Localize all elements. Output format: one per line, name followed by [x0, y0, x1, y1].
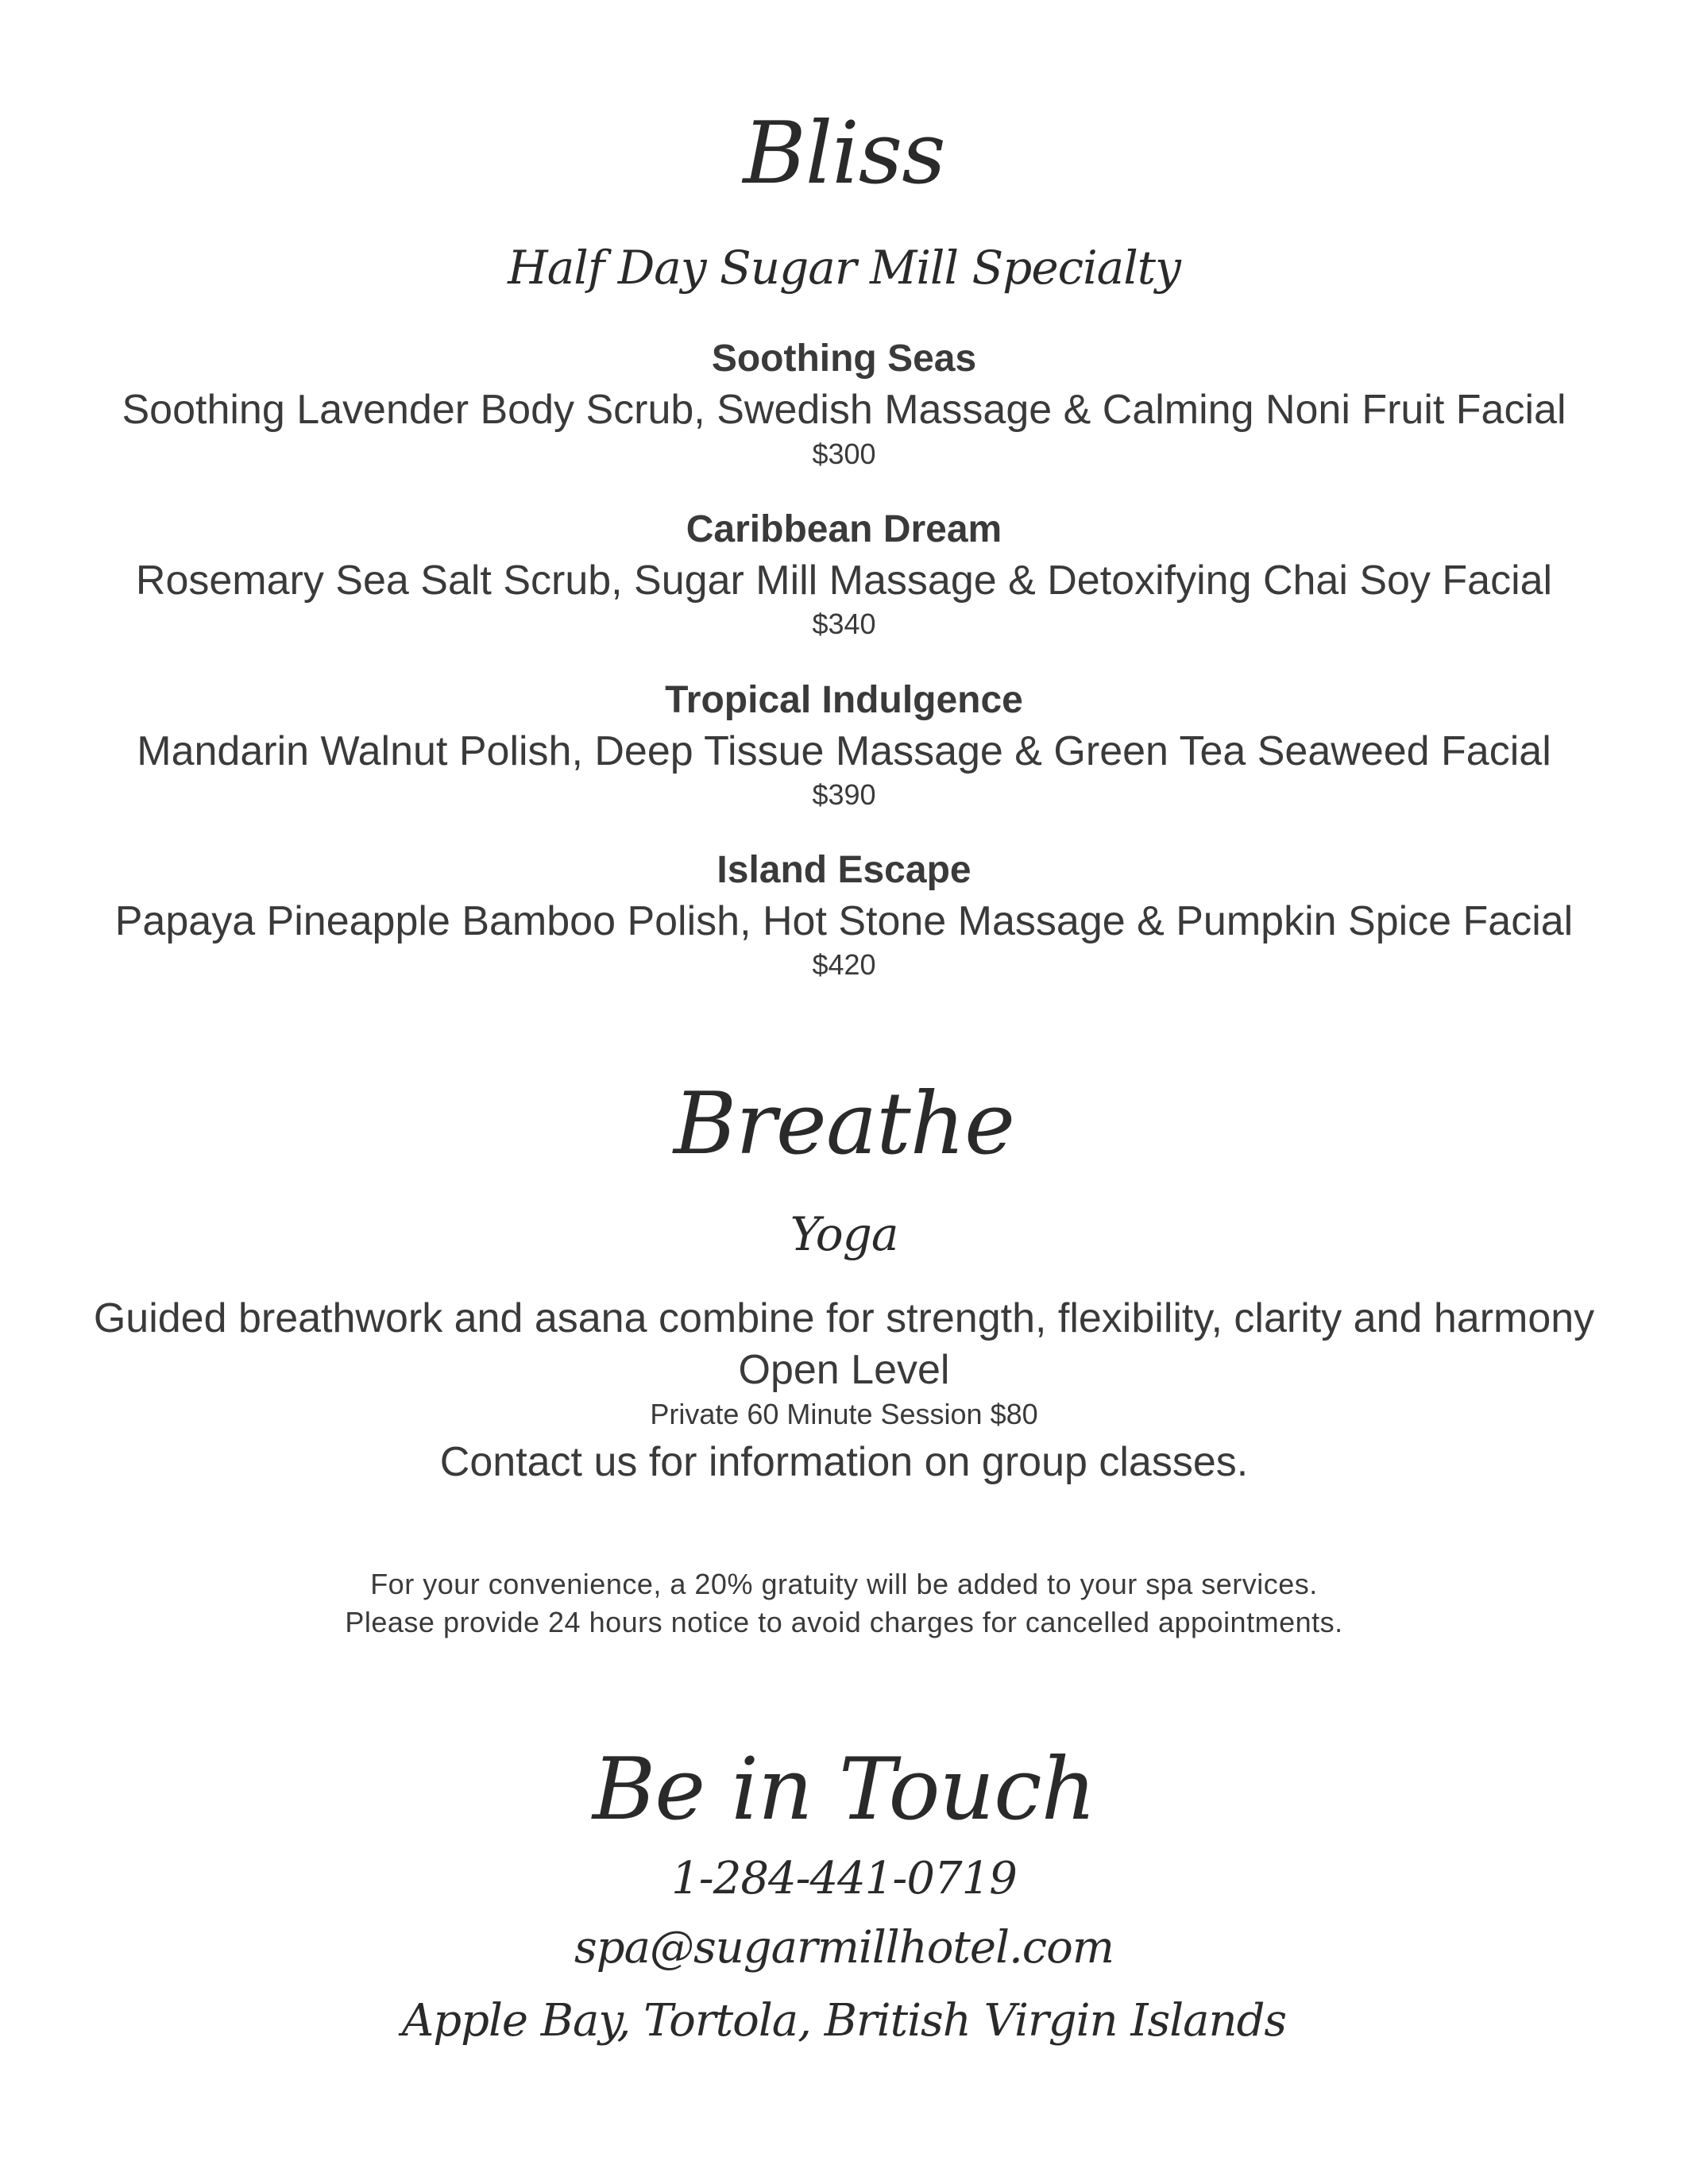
breathe-subtitle: Yoga: [790, 1207, 898, 1261]
package-price-soothing-seas: $300: [812, 438, 876, 470]
package-price-island-escape: $420: [812, 948, 876, 981]
gratuity-note: For your convenience, a 20% gratuity will be added to your spa services.: [370, 1568, 1318, 1600]
yoga-description: Guided breathwork and asana combine for strength, flexibility, clarity and harmony: [93, 1295, 1595, 1341]
package-name-soothing-seas: Soothing Seas: [711, 338, 977, 380]
contact-email: spa@sugarmillhotel.com: [574, 1922, 1114, 1974]
contact-phone: 1-284-441-0719: [671, 1853, 1017, 1904]
package-price-caribbean-dream: $340: [812, 608, 876, 640]
package-name-island-escape: Island Escape: [717, 849, 971, 891]
package-price-tropical-indulgence: $390: [812, 778, 876, 811]
yoga-price: Private 60 Minute Session $80: [650, 1398, 1038, 1430]
cancellation-note: Please provide 24 hours notice to avoid charges for cancelled appointments.: [345, 1606, 1343, 1638]
package-description-tropical-indulgence: Mandarin Walnut Polish, Deep Tissue Massage & Green Tea Seaweed Facial: [137, 728, 1551, 774]
bliss-subtitle: Half Day Sugar Mill Specialty: [508, 241, 1180, 295]
package-name-tropical-indulgence: Tropical Indulgence: [665, 679, 1023, 721]
contact-address: Apple Bay, Tortola, British Virgin Islands: [401, 1995, 1287, 2047]
package-description-soothing-seas: Soothing Lavender Body Scrub, Swedish Massage & Calming Noni Fruit Facial: [122, 387, 1566, 433]
package-name-caribbean-dream: Caribbean Dream: [686, 508, 1002, 550]
bliss-title: Bliss: [743, 104, 945, 203]
package-description-island-escape: Papaya Pineapple Bamboo Polish, Hot Stone Massage & Pumpkin Spice Facial: [114, 898, 1574, 944]
package-description-caribbean-dream: Rosemary Sea Salt Scrub, Sugar Mill Massage & Detoxifying Chai Soy Facial: [135, 558, 1553, 604]
yoga-level: Open Level: [738, 1347, 950, 1393]
yoga-group-note: Contact us for information on group classes.: [439, 1439, 1249, 1485]
breathe-title: Breathe: [673, 1075, 1015, 1174]
contact-title: Be in Touch: [592, 1740, 1096, 1839]
